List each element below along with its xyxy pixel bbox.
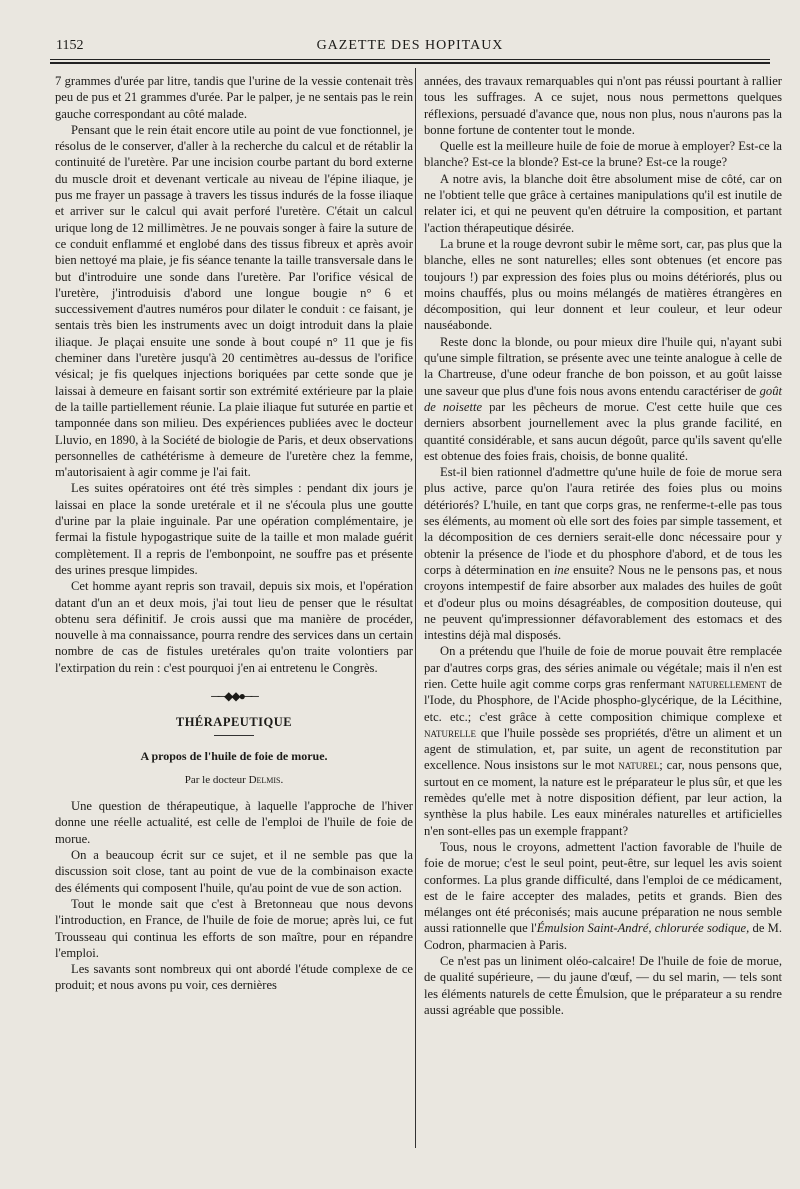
journal-title: GAZETTE DES HOPITAUX [316, 38, 504, 53]
page-number: 1152 [56, 38, 84, 53]
paragraph: A notre avis, la blanche doit être absolument mise de côté, car on ne l'obtient telle que grâce à certaines manipulations qu'il est inutile de relater ici, et qui ne peuvent qu'en détruire la composition, et partant l'action thérapeutique désirée. [424, 171, 782, 235]
paragraph: Les savants sont nombreux qui ont abordé l'étude complexe de ce produit; et nous avons pu voir, ces dernières [55, 962, 413, 993]
paragraph: Les suites opératoires ont été très simples : pendant dix jours je laissai en place la sonde uretérale et il ne s'écoula plus une goutte d'urine par la plaie inguinale. Par une opération complémentaire, je fermai la fistule hypogastrique suite de la taille et mon malade guérit complètement. Il a repris de l'embonpoint, ne souffre pas et présente des urines presque limpides. [55, 481, 413, 577]
header-rule-thin [50, 59, 770, 60]
smallcaps-word: naturellement [688, 676, 767, 691]
paragraph: 7 grammes d'urée par litre, tandis que l'urine de la vessie contenait très peu de pus et 21 grammes d'urée. Par le palper, je ne sentais pas le rein gauche correspondant au côté malade. [55, 74, 413, 121]
paragraph: Ce n'est pas un liniment oléo-calcaire! De l'huile de foie de morue, de qualité supérieure, — du jaune d'œuf, — du sel marin, — tels sont les éléments naturels de cette Émulsion, que le préparateur a su rendre aussi agréable que possible. [424, 954, 782, 1017]
paragraph: années, des travaux remarquables qui n'ont pas réussi pourtant à rallier tous les suffrages. A ce sujet, nous nous permettons quelques réflexions, persuadé d'avance que, nous non plus, nous n'aurons pas la bonne fortune de contenter tout le monde. [424, 74, 782, 137]
italic-phrase: ine [553, 562, 570, 577]
paragraph: Reste donc la blonde, ou pour mieux dire l'huile qui, n'ayant subi qu'une simple filtration, se présente avec une teinte analogue à celle de la Chartreuse, d'une odeur franche de bon poisson, et au goût laisse une saveur que plus d'une fois nous avons entendu caractériser de goût de noisette par les pêcheurs de morue. C'est cette huile que ces derniers absorbent journellement avec la plus grande facilité, en quantité considérable, et sans aucun dégoût, parce qu'ils savent qu'elle est obtenue des foies frais, choisis, de bonne qualité. [424, 334, 782, 463]
section-separator: ──◆◆●── [211, 688, 257, 703]
paragraph: Cet homme ayant repris son travail, depuis six mois, et l'opération datant d'un an et deux mois, j'ai tout lieu de penser que le résultat obtenu sera définitif. Je crois aussi que ma manière de procéder, nouvelle à ma connaissance, pourra rendre des services dans un certain nombre de cas de fistules uretérales qu'on traite volontiers par l'extirpation du rein : c'est pourquoi j'en ai entretenu le Congrès. [55, 579, 413, 675]
paragraph: Une question de thérapeutique, à laquelle l'approche de l'hiver donne une réelle actualité, est celle de l'emploi de l'huile de foie de morue. [55, 799, 413, 846]
article-title: A propos de l'huile de foie de morue. [140, 748, 328, 763]
paragraph: On a prétendu que l'huile de foie de morue pouvait être remplacée par d'autres corps gras, des séries animale ou végétale; mais il n'en est rien. Cette huile agit comme corps gras renfermant naturellement de l'Iode, du Phosphore, de l'Acide phospho-glycérique, de la Lécithine, etc. etc.; c'est grâce à cette composition chimique complexe et naturelle que l'huile possède ses propriétés, d'être un aliment et un agent de stimulation, et, par suite, un agent de reconstitution par excellence. Nous insistons sur le mot naturel; car, nous pensons que, surtout en ce moment, la nature est le préparateur le plus sûr, et que les remèdes qu'elle met à notre disposition défient, par leur action, la synthèse la plus habile. Les eaux minérales naturelles et artificielles n'en sont-elles pas un exemple frappant? [424, 644, 782, 838]
paragraph: Tous, nous le croyons, admettent l'action favorable de l'huile de foie de morue; c'est le seul point, peut-être, sur lequel les avis soient conformes. La plus grande difficulté, dans l'emploi de ce médicament, est de le faire accepter des malades, petits et grands. Bien des mélanges ont été préconisés; mais aucune préparation ne nous semble aussi rationnelle que l'Émulsion Saint-André, chlorurée sodique, de M. Codron, pharmacien à Paris. [424, 839, 783, 952]
section-rule [214, 735, 254, 736]
byline: Par le docteur Delmis. [184, 773, 284, 786]
italic-phrase: goût de noisette [424, 383, 782, 414]
italic-phrase: Émulsion Saint-André, chlorurée sodique, [536, 921, 750, 936]
smallcaps-word: naturelle [424, 725, 476, 740]
column-divider [415, 68, 416, 1148]
page-header [50, 36, 770, 56]
section-title: THÉRAPEUTIQUE [175, 715, 293, 730]
smallcaps-word: naturel [618, 758, 660, 773]
paragraph: Pensant que le rein était encore utile au point de vue fonctionnel, je résolus de le conserver, d'aller à la recherche du calcul et de rétablir la continuité de l'uretère. Par une incision courbe partant du bord externe du muscle droit et devenant verticale au niveau de l'épine iliaque, je pus me frayer un passage à travers les tissus indurés de la fosse iliaque et arriver sur le calcul qui avait perforé l'uretère. C'était un calcul urique long de 12 millimètres. Je ne pouvais songer à faire la suture de ce conduit enflammé et englobé dans des tissus fibreux et après avoir bien nettoyé ma plaie, je fis séance tenante la taille transversale dans le but d'introduire une sonde dans l'uretère. Par l'orifice vésical de l'uretère, j'introduisis d'abord une longue bougie n° 6 et successivement d'autres numéros pour dilater le conduit : ce faisant, je sentais très bien les instruments avec un doigt introduit dans la plaie iliaque. Je plaçai ensuite une sonde à bout coupé n° 11 que je fis cheminer dans l'uretère jusqu'à 20 centimètres au-dessus de l'orifice vésical; je fis quelques injections boriquées par cette sonde que je laissai à demeure en faisant sortir son extrémité extérieure par la plaie de la taille partiellement réunie. La plaie iliaque fut suturée en partie et tamponnée dans son milieu. Des expériences publiées avec le docteur Lluvio, en 1890, à la Société de biologie de Paris, et deux observations personnelles de cathétérisme à demeure de l'uretère chez la femme, m'autorisaient à agir comme je l'ai fait. [55, 122, 413, 480]
paragraph: Quelle est la meilleure huile de foie de morue à employer? Est-ce la blanche? Est-ce la blonde? Est-ce la brune? Est-ce la rouge? [424, 139, 782, 170]
paragraph: Est-il bien rationnel d'admettre qu'une huile de foie de morue sera plus active, parce qu'on l'aura retirée des foies plus ou moins détériorés? L'huile, en tant que corps gras, ne renferme-t-elle pas tous ses éléments, au moment où elle sort des foies par simple tassement, et la décomposition de ces derniers serait-elle donc nécessaire pour y obtenir la présence de l'iode et du phosphore d'abord, et de tous les corps à détermination en ine ensuite? Nous ne le pensons pas, et nous croyons intempestif de faire absorber aux malades des huiles de goût et d'odeur plus ou moins désagréables, de composition douteuse, qui ne peuvent qu'impressionner défavorablement des estomacs et des intestins déjà mal disposés. [424, 465, 782, 643]
paragraph: On a beaucoup écrit sur ce sujet, et il ne semble pas que la discussion soit close, tant au point de vue de la combinaison exacte des éléments qui composent l'huile, qu'au point de vue de son action. [55, 848, 413, 895]
author-name: Delmis. [248, 773, 284, 786]
right-column [424, 73, 782, 1018]
paragraph: Tout le monde sait que c'est à Bretonneau que nous devons l'introduction, en France, de l'huile de foie de morue; après lui, ce fut Trousseau qui continua les efforts de son maître, pour en répandre l'emploi. [55, 896, 413, 960]
paragraph: La brune et la rouge devront subir le même sort, car, pas plus que la blanche, elles ne sont naturelles; elles sont obtenues (et encore pas toujours !) par expression des foies plus ou moins détériorés, plus ou moins chauffés, plus ou moins mélangés de matières étrangères en décomposition, qui leur donnent et leur couleur, et leur odeur nauséabonde. [424, 236, 782, 333]
header-rule-thick [50, 62, 770, 64]
left-column [55, 73, 413, 994]
